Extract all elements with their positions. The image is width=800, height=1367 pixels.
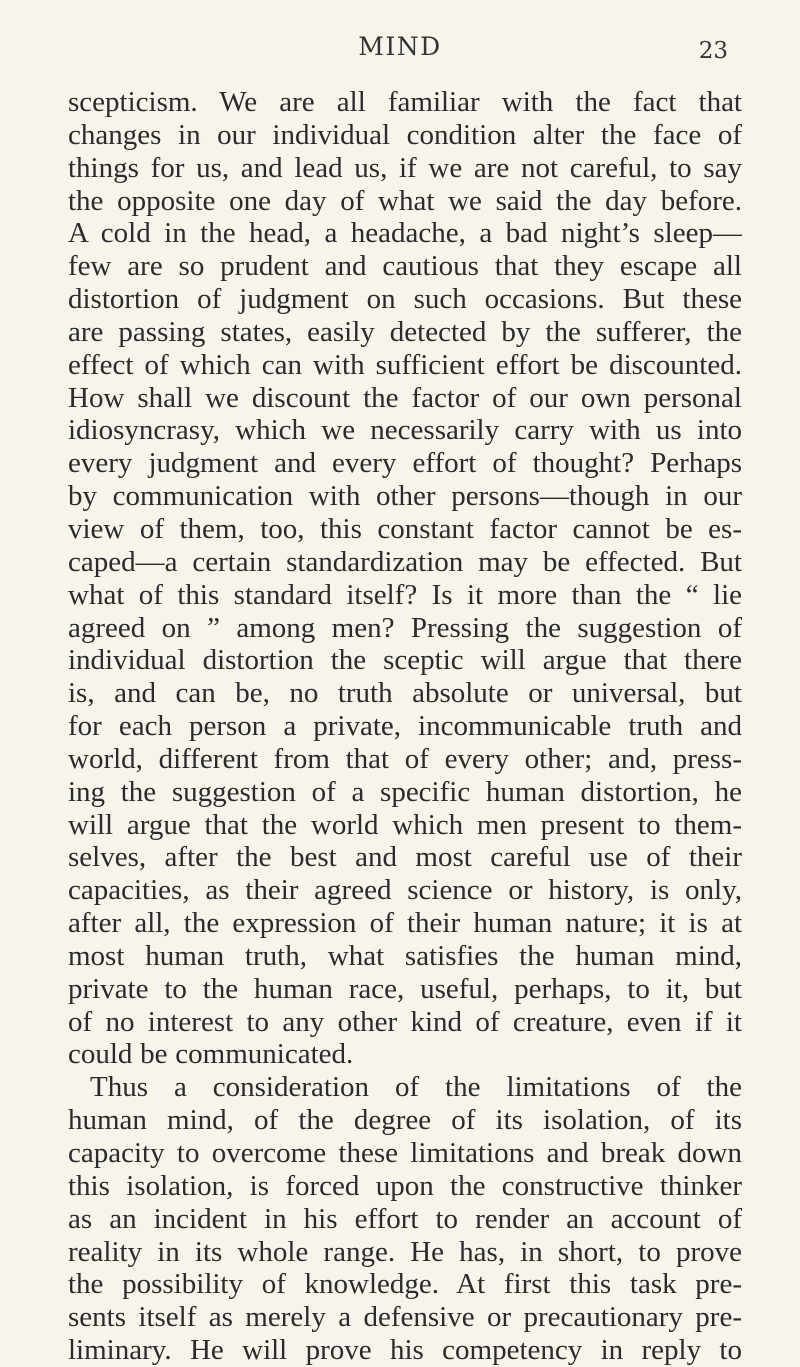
text-line: human mind, of the degree of its isolation, of its: [68, 1104, 742, 1137]
text-line: ing the suggestion of a specific human distortion, he: [68, 775, 742, 808]
text-line: as an incident in his effort to render an account of: [68, 1202, 742, 1235]
text-line: changes in our individual condition alter the face of: [68, 118, 742, 151]
text-line: individual distortion the sceptic will argue that there: [68, 644, 742, 677]
text-line: of no interest to any other kind of creature, even if it: [68, 1005, 742, 1038]
text-line: will argue that the world which men present to them-: [68, 808, 742, 841]
text-line: few are so prudent and cautious that they escape all: [68, 250, 742, 283]
text-line: idiosyncrasy, which we necessarily carry with us into: [68, 414, 742, 447]
running-title: MIND: [358, 32, 442, 61]
text-line: reality in its whole range. He has, in short, to prove: [68, 1235, 742, 1268]
text-line: How shall we discount the factor of our own personal: [68, 381, 742, 414]
text-line: is, and can be, no truth absolute or universal, but: [68, 677, 742, 710]
text-line: world, different from that of every other; and, press-: [68, 742, 742, 775]
text-line: the possibility of knowledge. At first this task pre-: [68, 1268, 742, 1301]
body-text: [68, 86, 742, 1367]
text-line: view of them, too, this constant factor cannot be es-: [68, 512, 742, 545]
page-number: 23: [698, 38, 728, 64]
text-line: caped—a certain standardization may be effected. But: [68, 545, 742, 578]
text-line: every judgment and every effort of thought? Perhaps: [68, 447, 742, 480]
text-line: sents itself as merely a defensive or precautionary pre-: [68, 1301, 742, 1334]
text-line: things for us, and lead us, if we are not careful, to say: [68, 151, 742, 184]
text-line: the opposite one day of what we said the day before.: [68, 184, 742, 217]
text-line: by communication with other persons—though in our: [68, 480, 742, 513]
text-line: capacity to overcome these limitations and break down: [68, 1137, 742, 1169]
text-line: private to the human race, useful, perhaps, to it, but: [68, 972, 742, 1005]
text-line: what of this standard itself? Is it more than the “ lie: [68, 578, 742, 611]
text-line: distortion of judgment on such occasions. But these: [68, 283, 742, 316]
text-line: for each person a private, incommunicable truth and: [68, 710, 742, 743]
text-line: capacities, as their agreed science or history, is only,: [68, 874, 742, 907]
text-line: agreed on ” among men? Pressing the suggestion of: [68, 611, 742, 644]
text-line: selves, after the best and most careful use of their: [68, 841, 742, 874]
text-line: are passing states, easily detected by the sufferer, the: [68, 315, 742, 348]
running-head: [0, 28, 800, 72]
text-line: effect of which can with sufficient effort be discounted.: [68, 348, 742, 381]
text-line: could be communicated.: [68, 1038, 354, 1071]
text-line: liminary. He will prove his competency in reply to: [68, 1334, 742, 1367]
text-line: scepticism. We are all familiar with the fact that: [68, 86, 742, 118]
text-line: after all, the expression of their human nature; it is at: [68, 907, 742, 940]
text-line: Thus a consideration of the limitations of the: [90, 1071, 742, 1104]
text-line: A cold in the head, a headache, a bad night’s sleep—: [68, 217, 742, 250]
text-line: this isolation, is forced upon the constructive thinker: [68, 1169, 742, 1202]
text-line: most human truth, what satisfies the human mind,: [68, 939, 742, 972]
